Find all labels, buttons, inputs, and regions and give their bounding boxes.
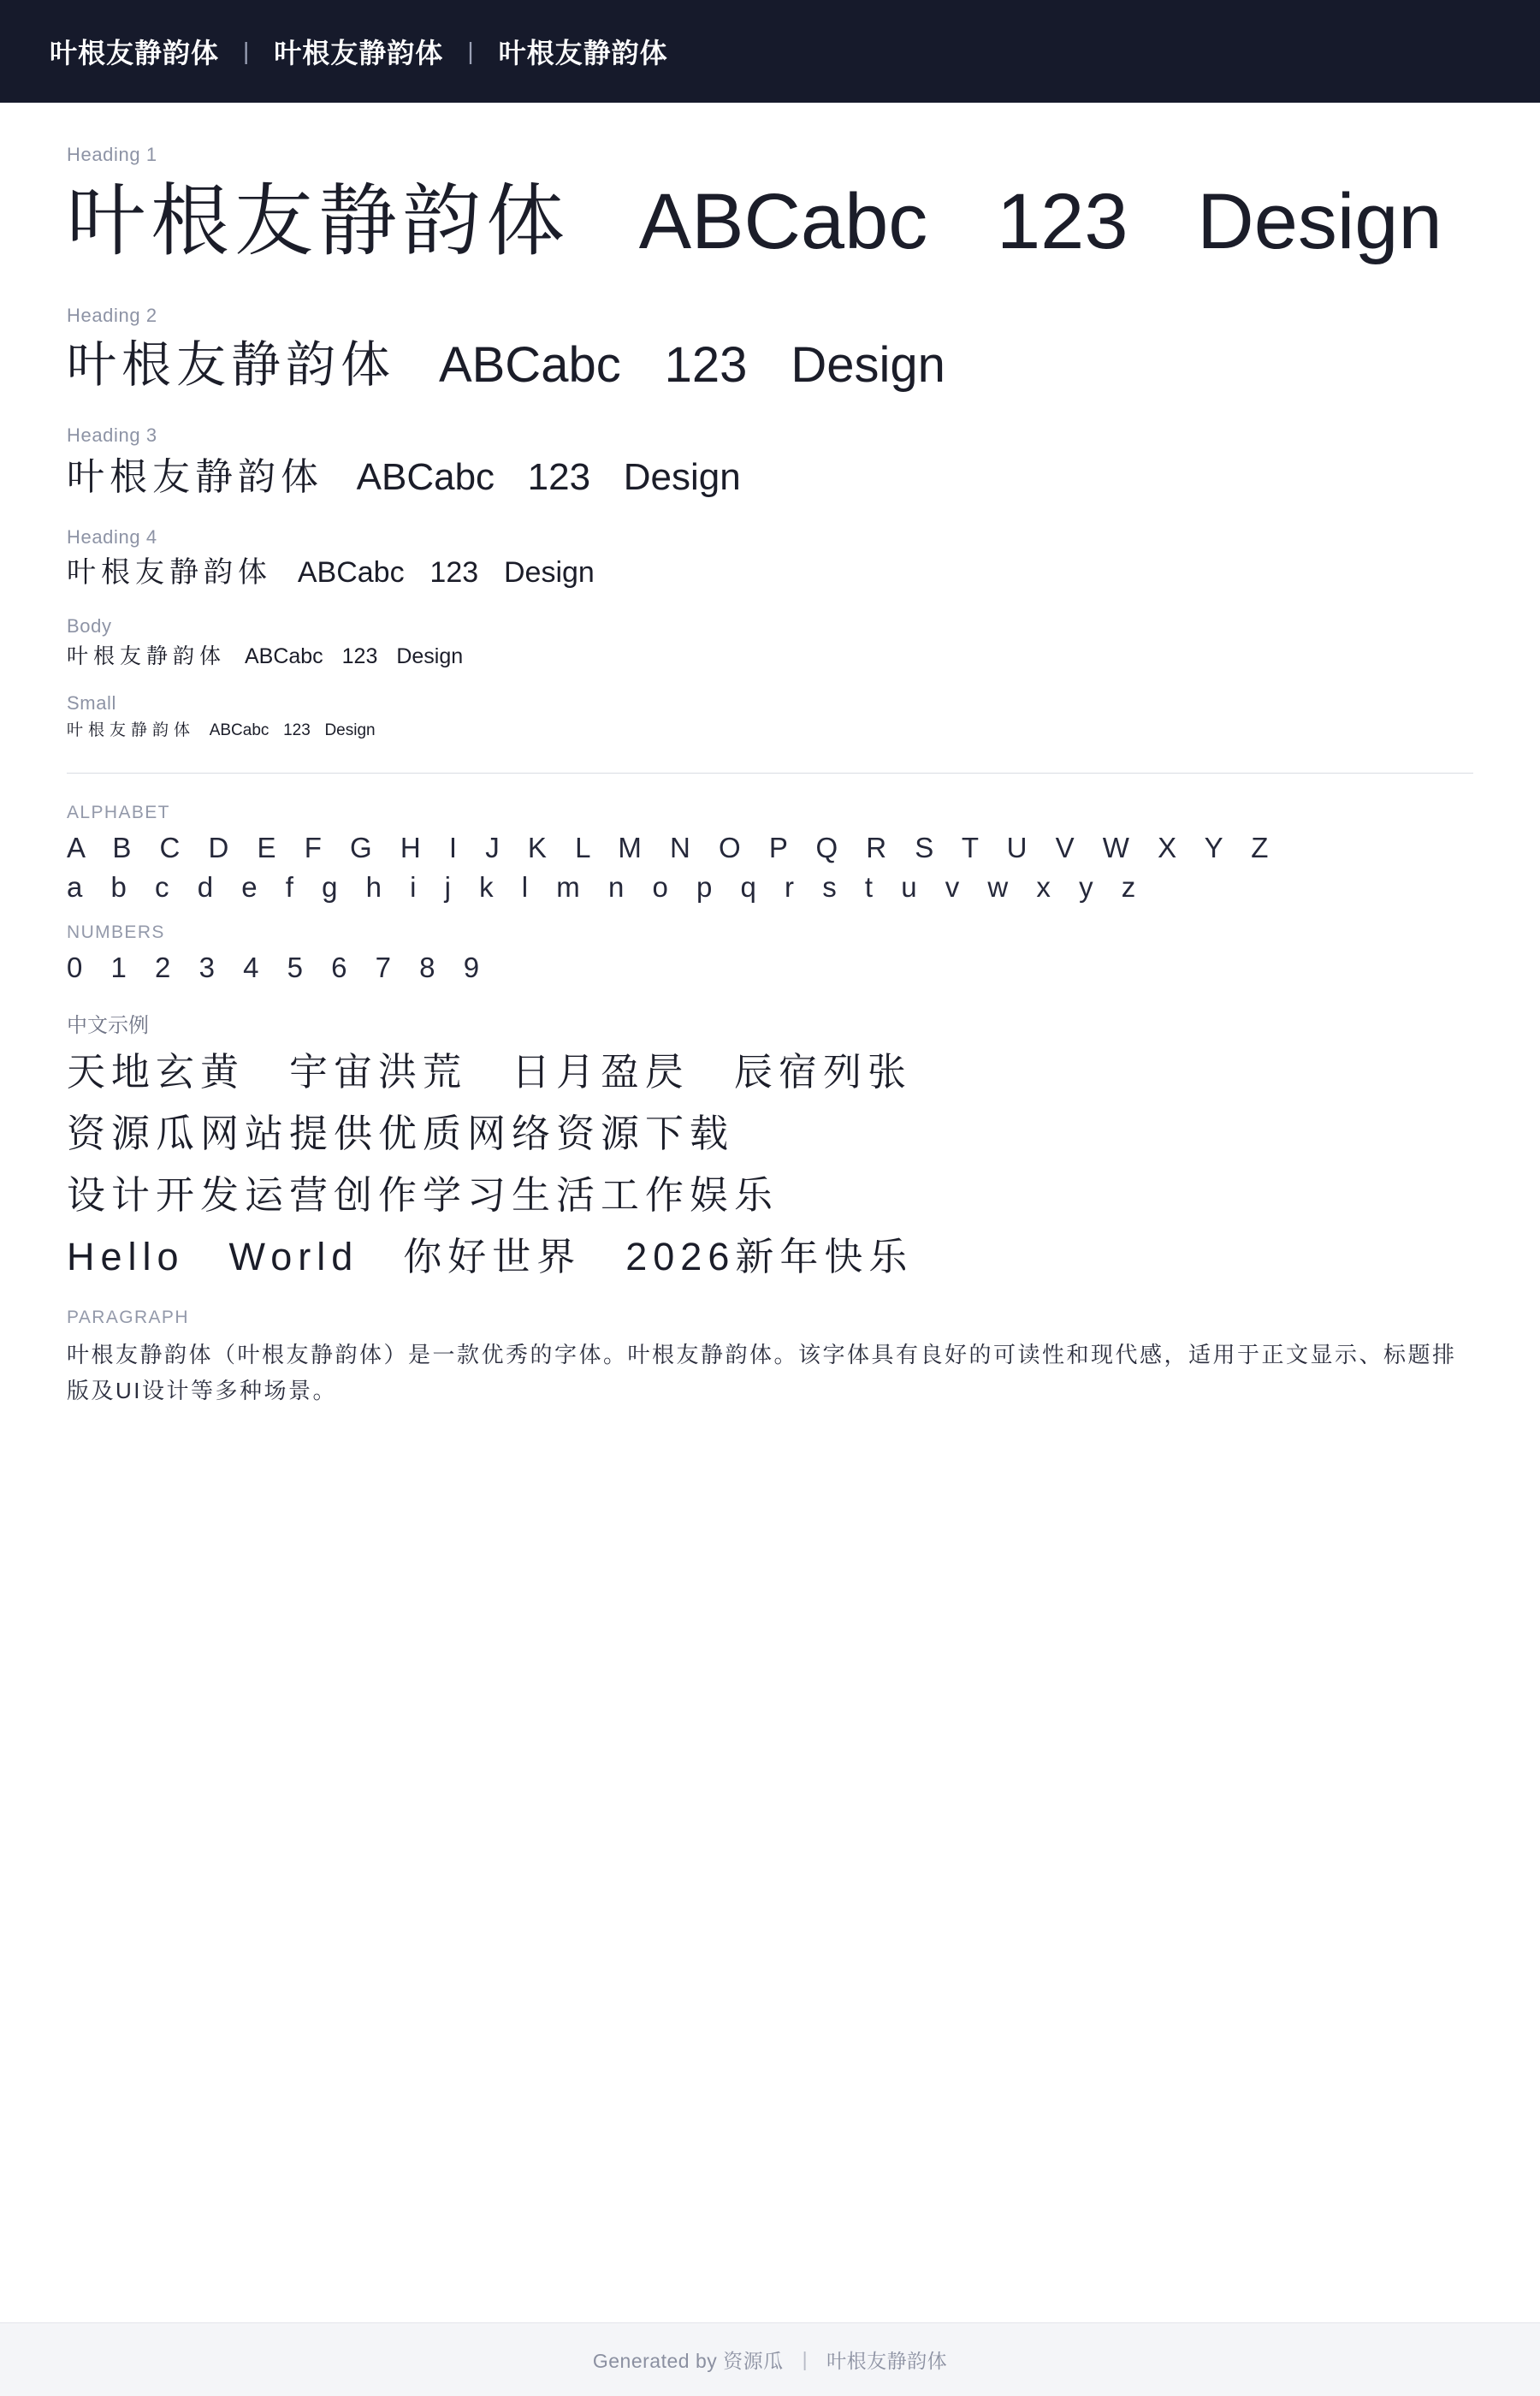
specimen-sample-h3 <box>67 452 1473 502</box>
alphabet-section <box>67 803 1473 904</box>
footer-separator: | <box>802 2348 808 2370</box>
specimen-sample-small <box>67 720 1473 742</box>
specimen-label-h2: Heading 2 <box>67 304 157 326</box>
sample-latin-body: ABCabc <box>244 644 323 669</box>
sample-cn-h1: 叶根友静韵体 <box>67 178 571 265</box>
sample-cn-h4: 叶根友静韵体 <box>67 556 272 590</box>
specimen-sample-body <box>67 643 1473 672</box>
header-separator-1: | <box>243 38 251 64</box>
specimen-label-h3: Heading 3 <box>67 424 157 446</box>
chinese-sample-line-1: 天地玄黄 宇宙洪荒 日月盈昃 辰宿列张 <box>67 1049 913 1094</box>
specimen-heading-1 <box>67 144 1473 274</box>
numbers-digits: 0 1 2 3 4 5 6 7 8 9 <box>67 951 490 983</box>
chinese-sample-line-2: 资源瓜网站提供优质网络资源下载 <box>67 1111 735 1155</box>
specimen-label-body: Body <box>67 615 112 638</box>
sample-latin-h2: ABCabc <box>438 336 621 393</box>
specimen-label-small: Small <box>67 691 117 714</box>
sample-cn-h3: 叶根友静韵体 <box>67 455 323 498</box>
sample-latin-h3: ABCabc <box>356 455 495 498</box>
chinese-sample-line-3: 设计开发运营创作学习生活工作娱乐 <box>67 1173 779 1218</box>
sample-latin-h4: ABCabc <box>297 556 405 590</box>
numbers-section <box>67 922 1473 984</box>
sample-cn-h2: 叶根友静韵体 <box>67 336 396 393</box>
header-title-group <box>50 32 668 71</box>
specimen-label-h4: Heading 4 <box>67 526 157 549</box>
specimen-heading-4 <box>67 526 1473 593</box>
footer-generated-by: Generated by 资源瓜 <box>592 2350 784 2372</box>
page-footer <box>0 2322 1540 2396</box>
sample-cn-small: 叶根友静韵体 <box>67 721 196 739</box>
sample-word-body: Design <box>396 644 464 669</box>
sample-word-h4: Design <box>504 556 595 590</box>
chinese-sample-section <box>67 1008 1473 1282</box>
specimen-sample-h1 <box>67 171 1473 274</box>
chinese-sample-line-4: Hello World 你好世界 2026新年快乐 <box>67 1235 914 1279</box>
paragraph-section <box>67 1308 1473 1410</box>
sample-numbers-h1: 123 <box>997 178 1128 265</box>
sample-cn-body: 叶根友静韵体 <box>67 644 227 669</box>
sample-numbers-h4: 123 <box>429 556 479 590</box>
header-title-1: 叶根友静韵体 <box>50 38 220 68</box>
sample-latin-h1: ABCabc <box>638 178 928 265</box>
alphabet-title: ALPHABET <box>67 802 170 822</box>
specimen-small <box>67 692 1473 742</box>
specimen-body <box>67 615 1473 672</box>
sample-word-h1: Design <box>1197 178 1442 265</box>
alphabet-lowercase: a b c d e f g h i j k l m n o p q r s t u v w x y z <box>67 870 1146 903</box>
specimen-heading-2 <box>67 305 1473 399</box>
sample-word-small: Design <box>324 721 376 739</box>
specimen-sample-h4 <box>67 554 1473 593</box>
paragraph-text: 叶根友静韵体（叶根友静韵体）是一款优秀的字体。叶根友静韵体。该字体具有良好的可读性和现代感，适用于正文显示、标题排版及UI设计等多种场景。 <box>67 1341 1457 1404</box>
footer-font-name: 叶根友静韵体 <box>826 2350 948 2372</box>
sample-numbers-body: 123 <box>341 644 378 669</box>
header-separator-2: | <box>467 38 475 64</box>
chinese-sample-title: 中文示例 <box>67 1013 149 1037</box>
header-title-2: 叶根友静韵体 <box>274 38 444 68</box>
sample-numbers-small: 123 <box>283 721 311 739</box>
alphabet-uppercase: A B C D E F G H I J K L M N O P Q R S T U V W X Y Z <box>67 831 1279 863</box>
sample-numbers-h3: 123 <box>527 455 591 498</box>
sample-word-h2: Design <box>791 336 945 393</box>
numbers-title: NUMBERS <box>67 922 165 942</box>
sample-numbers-h2: 123 <box>664 336 748 393</box>
sample-latin-small: ABCabc <box>209 721 270 739</box>
specimen-heading-3 <box>67 424 1473 502</box>
specimen-content <box>0 103 1540 2322</box>
header-title-3: 叶根友静韵体 <box>498 38 668 68</box>
specimen-sample-h2 <box>67 332 1473 399</box>
section-divider <box>67 773 1473 774</box>
sample-word-h3: Design <box>623 455 741 498</box>
page-header <box>0 0 1540 103</box>
paragraph-title: PARAGRAPH <box>67 1307 189 1327</box>
specimen-label-h1: Heading 1 <box>67 144 157 165</box>
